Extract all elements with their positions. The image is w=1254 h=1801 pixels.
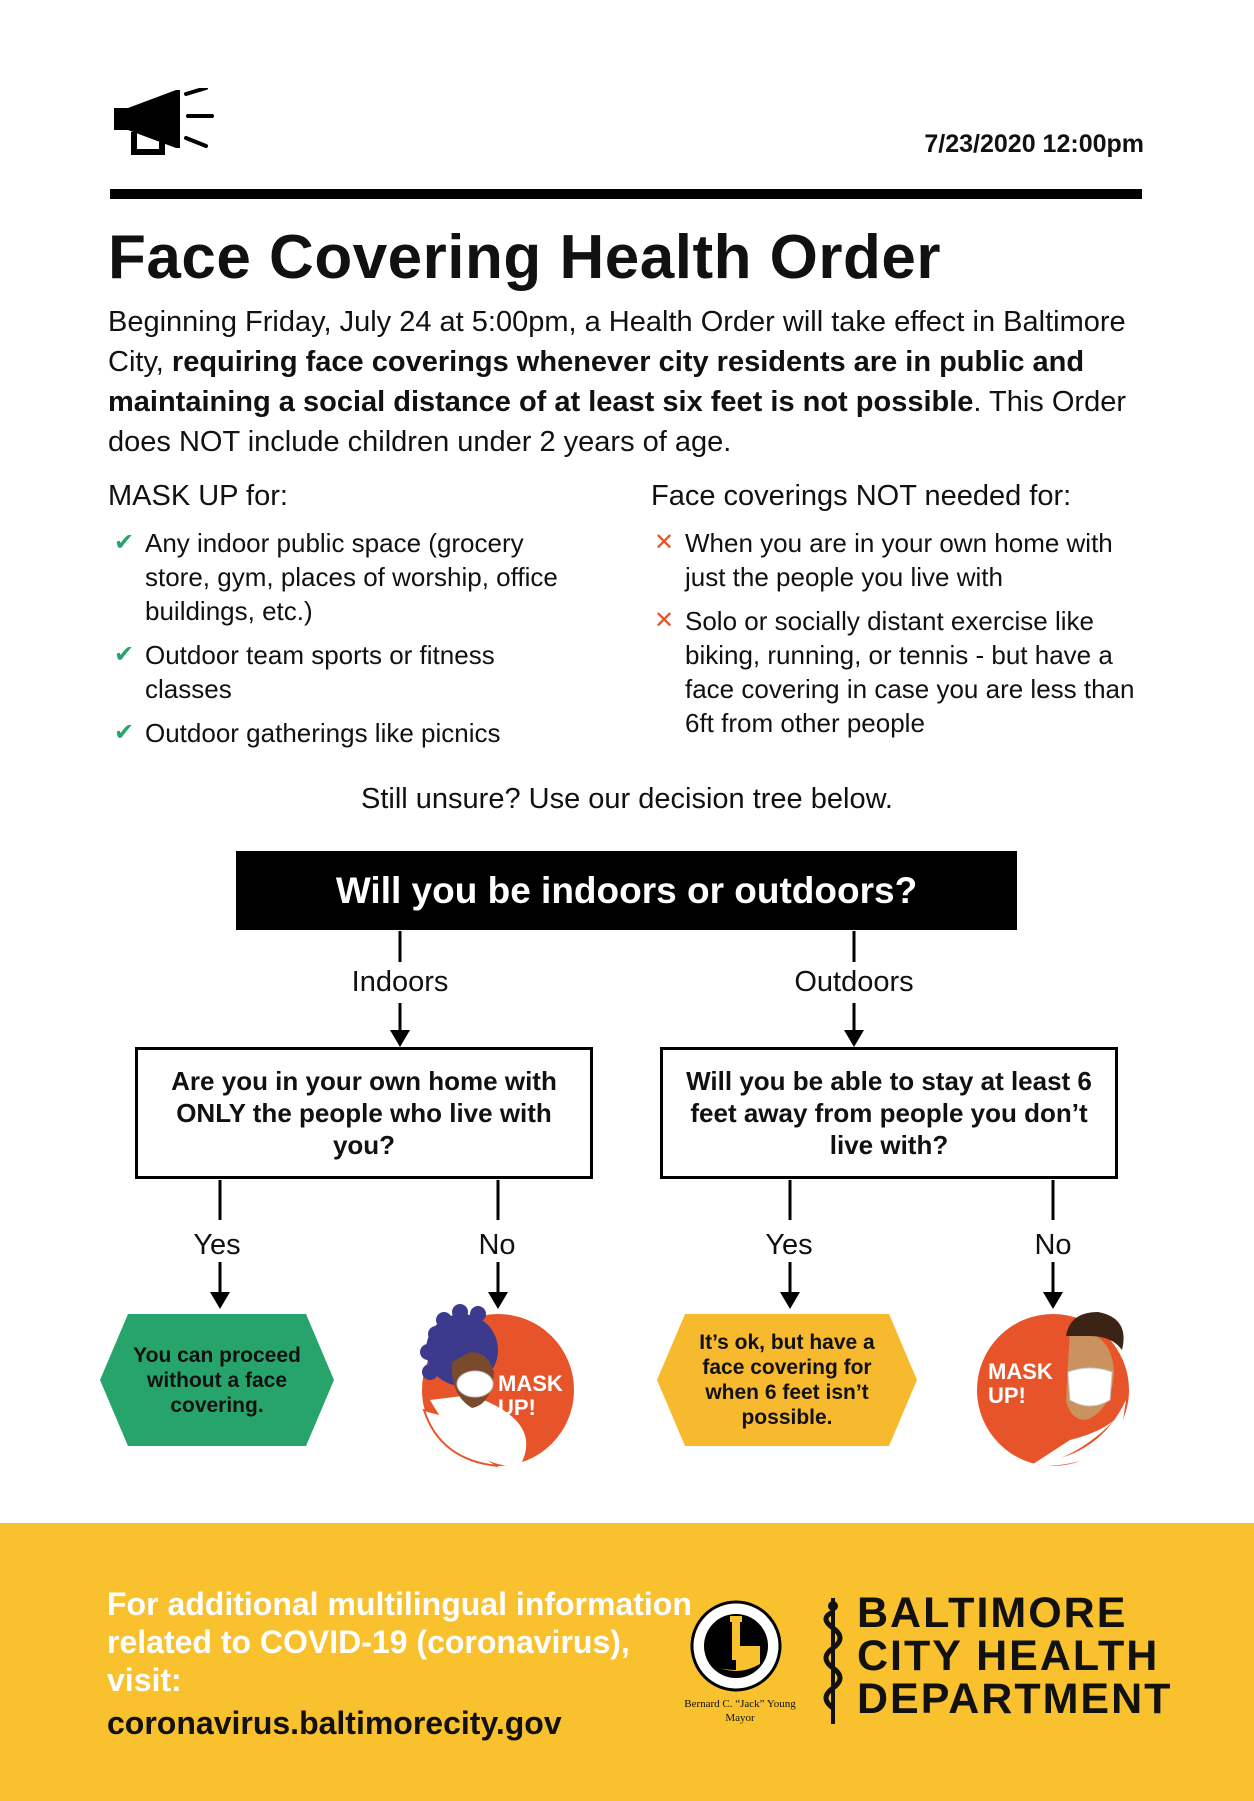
check-icon: ✔	[114, 529, 135, 556]
list-item: ✔ Outdoor team sports or fitness classes	[114, 640, 495, 704]
check-icon: ✔	[114, 641, 135, 668]
decision-tree-intro: Still unsure? Use our decision tree below.	[361, 783, 893, 815]
mask-up-heading: MASK UP for:	[108, 480, 288, 512]
cross-icon: ✕	[654, 607, 675, 634]
department-name: BALTIMORE CITY HEALTH DEPARTMENT	[857, 1589, 1173, 1723]
indoor-no-label: No	[478, 1229, 516, 1261]
indoor-yes-result: You can proceed without a face covering.	[133, 1343, 301, 1417]
check-icon: ✔	[114, 719, 135, 746]
indoors-label: Indoors	[351, 966, 449, 998]
outdoors-label: Outdoors	[794, 966, 914, 998]
main-question-box: Will you be indoors or outdoors?	[236, 851, 1017, 930]
footer-url[interactable]: coronavirus.baltimorecity.gov	[107, 1705, 562, 1741]
intro-part2: . This Order does NOT include children under 2 years of age.	[108, 386, 1126, 458]
intro-bold: requiring face coverings whenever city residents are in public and maintaining a social distance of at least six feet is not possible	[108, 346, 1085, 418]
indoor-mask-up-text: MASK UP!	[498, 1371, 563, 1420]
page-title: Face Covering Health Order	[108, 223, 942, 292]
outdoor-mask-up-text: MASK UP!	[988, 1359, 1053, 1408]
cross-icon: ✕	[654, 529, 675, 556]
list-item: ✕ Solo or socially distant exercise like biking, running, or tennis - but have a face covering in case you are less than 6ft from other people	[654, 606, 1135, 738]
outdoor-yes-label: Yes	[765, 1229, 813, 1261]
footer-info-text: For additional multilingual information related to COVID-19 (coronavirus), visit:	[107, 1586, 692, 1698]
outdoor-question-box: Will you be able to stay at least 6 feet away from people you don’t live with?	[660, 1047, 1118, 1179]
indoor-yes-label: Yes	[193, 1229, 241, 1261]
date-stamp: 7/23/2020 12:00pm	[924, 130, 1144, 158]
list-item: ✔ Any indoor public space (grocery store, gym, places of worship, office buildings, etc.)	[114, 528, 558, 626]
not-needed-heading: Face coverings NOT needed for:	[651, 480, 1072, 512]
health-staff-icon	[815, 1598, 851, 1724]
mayor-credit: Bernard C. “Jack” Young Mayor	[684, 1698, 796, 1724]
indoor-question-box: Are you in your own home with ONLY the people who live with you?	[135, 1047, 593, 1179]
list-item: ✕ When you are in your own home with just the people you live with	[654, 528, 1113, 592]
outdoor-no-label: No	[1034, 1229, 1072, 1261]
city-seal-icon	[690, 1600, 782, 1692]
intro-part1: Beginning Friday, July 24 at 5:00pm, a Health Order will take effect in Baltimore City,	[108, 306, 1126, 378]
outdoor-yes-result: It’s ok, but have a face covering for when 6 feet isn’t possible.	[699, 1331, 875, 1429]
list-item: ✔ Outdoor gatherings like picnics	[114, 718, 501, 748]
